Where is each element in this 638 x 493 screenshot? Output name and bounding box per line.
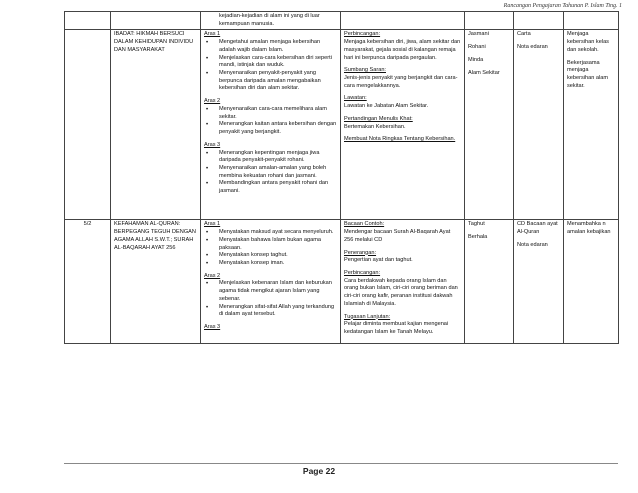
objective-item: • Menerangkan sifat-sifat Allah yang terkandung di dalam ayat tersebut. <box>204 304 337 319</box>
page-number <box>0 466 638 476</box>
note-item: Menambahka n amalan kebajikan <box>567 221 611 236</box>
activity-block <box>344 67 461 90</box>
objective-item: • Menyatakan konsep iman. <box>204 260 337 268</box>
value-item: Taghut <box>468 221 485 228</box>
values-cell <box>465 12 514 30</box>
values-cell <box>465 220 514 343</box>
objective-list <box>204 150 337 196</box>
objective-item: • Menyatakan konsep taghut. <box>204 252 337 260</box>
resource-item: Nota edaran <box>517 44 548 51</box>
values-list <box>468 31 510 77</box>
topic-cell <box>111 30 201 220</box>
objective-item: • Menerangkan kaitan antara kebersihan dengan penyakit yang berjangkit. <box>204 121 337 136</box>
level-label: Aras 2 <box>204 98 221 105</box>
topic-title: KEFAHAMAN AL-QURAN: BERPEGANG TEGUH DENGAN AGAMA ALLAH S.W.T.; SURAH AL-BAQARAH AYAT 256 <box>114 221 196 251</box>
activity-block <box>344 270 461 309</box>
objective-list <box>204 39 337 93</box>
level-label: Aras 1 <box>204 31 221 38</box>
level-label: Aras 2 <box>204 272 221 279</box>
continued-objective-text: kejadian-kejadian di alam ini yang di luar kemampuan manusia. <box>219 13 320 27</box>
activity-body: Menjaga kebersihan diri, jiwa, alam sekitar dan masyarakat, gejala sosial di kalangan remaja hari ini berpunca daripada pergaulan. <box>344 39 461 61</box>
note-item: Menjaga kebersihan kelas dan sekolah. <box>567 31 609 53</box>
level-label: Aras 3 <box>204 141 221 148</box>
activity-heading: Membuat Nota Ringkas Tentang Kebersihan. <box>344 136 456 143</box>
objective-list <box>204 229 337 268</box>
activity-heading: Lawatan: <box>344 95 367 102</box>
resources-cell <box>514 12 564 30</box>
value-item: Jasmani <box>468 31 489 38</box>
value-item: Rohani <box>468 44 486 51</box>
week-cell <box>65 12 111 30</box>
resources-list <box>517 221 560 249</box>
level-label: Aras 3 <box>204 324 221 331</box>
objectives-cell <box>201 220 341 343</box>
topic-title: IBADAT: HIKMAH BERSUCI DALAM KEHIDUPAN INDIVIDU DAN MASYARAKAT <box>114 31 194 53</box>
notes-list <box>567 221 615 236</box>
activity-block <box>344 250 461 265</box>
topic-cell <box>111 220 201 343</box>
document-header: Rancangan Pengajaran Tahunan P. Islam Ting. 1 <box>503 3 622 9</box>
activities-cell <box>341 12 465 30</box>
value-item: Berhala <box>468 234 488 241</box>
level-block <box>204 31 337 93</box>
values-list <box>468 221 510 241</box>
level-block <box>204 324 337 332</box>
resource-item: Nota edaran <box>517 241 548 248</box>
objective-item: • Mengetahui amalan menjaga kebersihan adalah wajib dalam Islam. <box>204 39 337 54</box>
table-row <box>65 30 619 220</box>
activity-body: Bertemakan Kebersihan. <box>344 123 406 130</box>
objective-item: • Menerangkan kepentingan menjaga jiwa daripada penyakit-penyakit rohani. <box>204 150 337 165</box>
page-label: Page <box>302 466 324 476</box>
notes-cell <box>564 30 619 220</box>
objective-item: • Membandingkan antara penyakit rohani dan jasmani. <box>204 180 337 195</box>
values-cell <box>465 30 514 220</box>
activity-block <box>344 221 461 244</box>
week-cell: 5/2 <box>65 220 111 343</box>
level-block <box>204 142 337 196</box>
activity-body: Pengertian ayat dan taghut. <box>344 257 413 264</box>
objective-item: • Menyenaraikan amalan-amalan yang boleh membina kekuatan rohani dan jasmani. <box>204 165 337 180</box>
level-block <box>204 273 337 319</box>
resources-list <box>517 31 560 51</box>
activity-block <box>344 116 461 131</box>
activities-cell <box>341 220 465 343</box>
footer-divider <box>64 463 618 464</box>
level-label: Aras 1 <box>204 221 221 228</box>
notes-list <box>567 31 615 90</box>
activity-heading: Sumbang Saran: <box>344 67 386 74</box>
objective-item: • Menyatakan bahawa Islam bukan agama paksaan. <box>204 237 337 252</box>
notes-cell <box>564 220 619 343</box>
resources-cell <box>514 30 564 220</box>
note-item: Bekerjasama menjaga kebersihan alam sekitar. <box>567 59 609 89</box>
activity-heading: Bacaan Contoh: <box>344 221 385 228</box>
activity-block <box>344 136 461 144</box>
notes-cell <box>564 12 619 30</box>
week-cell <box>65 30 111 220</box>
objectives-cell <box>201 12 341 30</box>
activity-heading: Perbincangan: <box>344 31 381 38</box>
objectives-cell <box>201 30 341 220</box>
objective-list <box>204 280 337 319</box>
activity-body: Jenis-jenis penyakit yang berjangkit dan cara-cara mengelakkannya. <box>344 75 458 89</box>
level-block <box>204 221 337 267</box>
objective-item: • Menjelaskan kebenaran Islam dan keburukan agama tidak mengikut ajaran Islam yang sebenar. <box>204 280 337 303</box>
activities-cell <box>341 30 465 220</box>
objective-item: • Menyenaraikan penyakit-penyakit yang berpunca daripada amalan mengabaikan kebersihan diri dan alam sekitar. <box>204 70 337 93</box>
activity-heading: Penerangan: <box>344 249 377 256</box>
activity-block <box>344 314 461 337</box>
value-item: Alam Sekitar <box>468 69 500 76</box>
activity-body: Cara berdakwah kepada orang Islam dan orang bukan Islam, ciri-ciri orang beriman dan ciri-ciri orang kafir, peranan institusi dakwah Islamiah di Malaysia. <box>344 277 458 307</box>
continuation-row <box>65 12 619 30</box>
activity-body: Mendengar bacaan Surah Al-Baqarah Ayat 256 melalui CD <box>344 229 451 243</box>
activity-heading: Perbincangan: <box>344 270 381 277</box>
activity-body: Lawatan ke Jabatan Alam Sekitar. <box>344 103 429 110</box>
objective-item: • Menjelaskan cara-cara kebersihan diri seperti mandi, istinjak dan wuduk. <box>204 55 337 70</box>
topic-cell <box>111 12 201 30</box>
level-block <box>204 98 337 137</box>
activity-heading: Pertandingan Menulis Khat: <box>344 115 413 122</box>
table-row <box>65 220 619 343</box>
activity-heading: Tugasan Lanjutan: <box>344 313 391 320</box>
lesson-plan-table <box>64 11 619 344</box>
page-number-value: 22 <box>325 466 336 476</box>
value-item: Minda <box>468 56 484 63</box>
resource-item: Carta <box>517 31 531 38</box>
objective-list <box>204 106 337 137</box>
resource-item: CD Bacaan ayat Al-Quran <box>517 221 558 236</box>
resources-cell <box>514 220 564 343</box>
activity-block <box>344 95 461 110</box>
objective-item: • Menyatakan maksud ayat secara menyeluruh. <box>204 229 337 237</box>
objective-item: • Menyenaraikan cara-cara memelihara alam sekitar. <box>204 106 337 121</box>
activity-body: Pelajar diminta membuat kajian mengenai kedatangan Islam ke Tanah Melayu. <box>344 321 449 336</box>
activity-block <box>344 31 461 62</box>
